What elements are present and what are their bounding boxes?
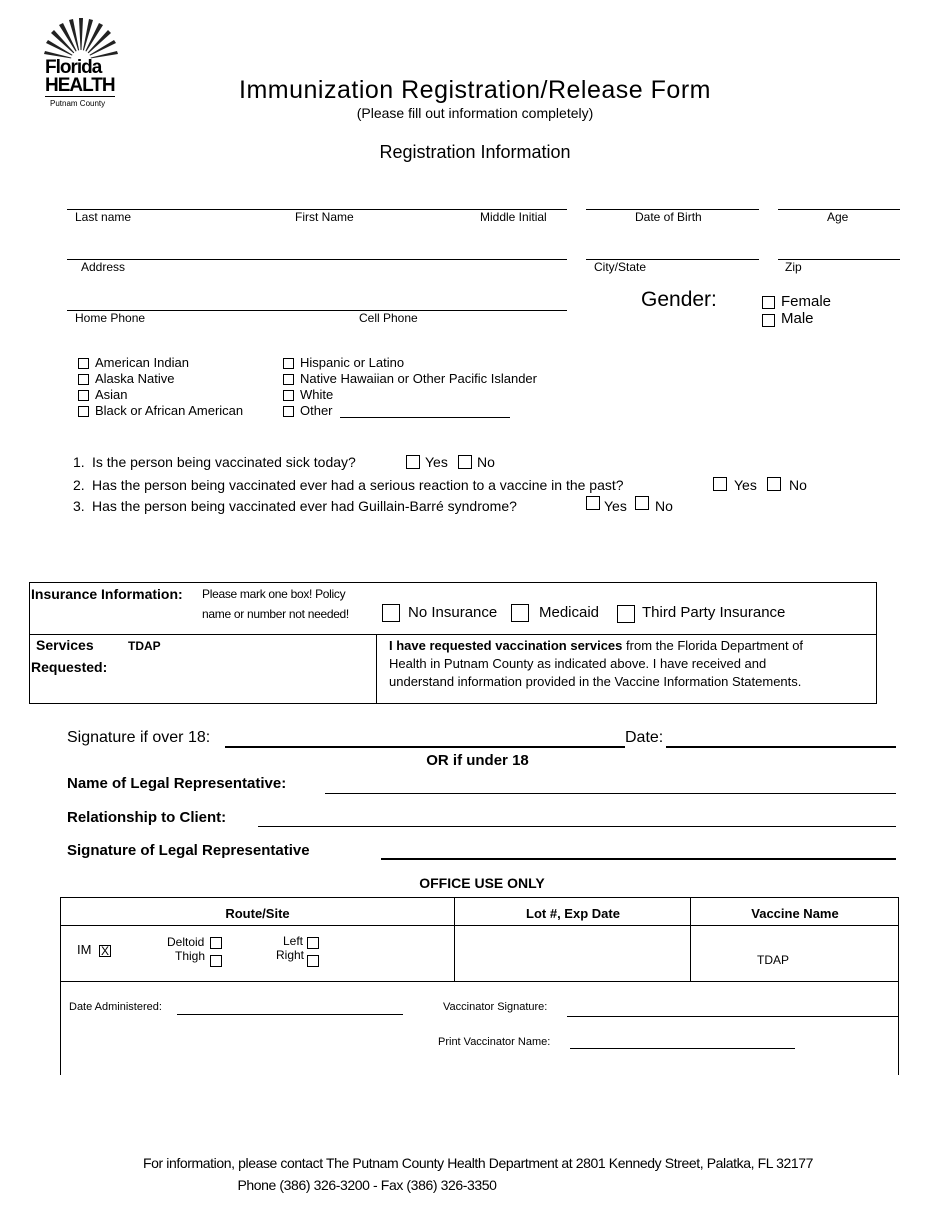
third-party-label: Third Party Insurance — [642, 604, 786, 621]
legal-rep-signature-line[interactable] — [381, 858, 896, 860]
race-checkbox-american-indian[interactable] — [78, 358, 89, 369]
male-checkbox[interactable] — [762, 314, 775, 327]
race-label: Black or African American — [95, 403, 244, 418]
right-checkbox[interactable] — [307, 955, 319, 967]
consent-bold: I have requested vaccination services — [389, 638, 623, 653]
legal-rep-name-label: Name of Legal Representative: — [67, 775, 287, 792]
address-label: Address — [81, 260, 126, 274]
col-header-vaccine-name: Vaccine Name — [751, 906, 839, 921]
race-label: Asian — [95, 387, 128, 402]
age-label: Age — [827, 210, 849, 224]
left-label: Left — [283, 934, 304, 948]
im-label: IM — [77, 942, 92, 957]
q1-no-label: No — [477, 454, 495, 470]
home-phone-label: Home Phone — [75, 311, 146, 325]
question-text: Has the person being vaccinated ever had a serious reaction to a vaccine in the past? — [92, 477, 624, 493]
third-party-checkbox[interactable] — [617, 605, 635, 623]
insurance-note-1: Please mark one box! Policy — [202, 587, 346, 601]
date-administered-line[interactable] — [177, 1014, 403, 1015]
race-checkbox-alaska-native[interactable] — [78, 374, 89, 385]
first-name-label: First Name — [295, 210, 354, 224]
race-label: Alaska Native — [95, 371, 175, 386]
cell-phone-label: Cell Phone — [359, 311, 418, 325]
consent-statement-line3: understand information provided in the Vaccine Information Statements. — [389, 674, 802, 689]
race-label: Native Hawaiian or Other Pacific Islander — [300, 371, 537, 386]
print-vaccinator-line[interactable] — [570, 1048, 795, 1049]
col-header-route-site: Route/Site — [225, 906, 290, 921]
q3-no-checkbox[interactable] — [635, 496, 649, 510]
services-label-1: Services — [36, 637, 94, 653]
no-insurance-checkbox[interactable] — [382, 604, 400, 622]
print-vaccinator-label: Print Vaccinator Name: — [438, 1036, 551, 1048]
thigh-label: Thigh — [175, 949, 206, 963]
footer-line-2: Phone (386) 326-3200 - Fax (386) 326-3350 — [237, 1177, 497, 1193]
question-text: Has the person being vaccinated ever had Guillain-Barré syndrome? — [92, 498, 517, 514]
race-checkbox-white[interactable] — [283, 390, 294, 401]
vaccinator-sig-line-right — [567, 1016, 899, 1017]
race-checkbox-black[interactable] — [78, 406, 89, 417]
medicaid-checkbox[interactable] — [511, 604, 529, 622]
vaccinator-signature-label: Vaccinator Signature: — [443, 1001, 548, 1013]
race-label: White — [300, 387, 334, 402]
office-row-divider — [60, 981, 899, 982]
female-label: Female — [781, 293, 832, 310]
race-label: Other — [300, 403, 333, 418]
consent-statement-line2: Health in Putnam County as indicated above. I have received and — [389, 656, 767, 671]
legal-rep-name-line[interactable] — [325, 793, 896, 794]
office-left-border — [60, 897, 61, 1075]
q3-no-label: No — [655, 498, 673, 514]
q2-yes-label: Yes — [734, 477, 757, 493]
address-line — [67, 259, 567, 260]
zip-label: Zip — [785, 260, 802, 274]
race-checkbox-other[interactable] — [283, 406, 294, 417]
medicaid-label: Medicaid — [539, 604, 600, 621]
question-number: 3. — [73, 498, 85, 514]
other-race-line[interactable] — [340, 417, 510, 418]
section-title: Registration Information — [379, 142, 571, 162]
office-header-divider — [60, 925, 899, 926]
male-label: Male — [781, 310, 814, 327]
services-label-2: Requested: — [31, 659, 108, 675]
right-label: Right — [276, 948, 305, 962]
race-checkbox-hispanic[interactable] — [283, 358, 294, 369]
deltoid-checkbox[interactable] — [210, 937, 222, 949]
q1-yes-checkbox[interactable] — [406, 455, 420, 469]
last-name-label: Last name — [75, 210, 132, 224]
relationship-label: Relationship to Client: — [67, 809, 227, 826]
services-divider — [376, 634, 377, 704]
signature-over-18-line[interactable] — [225, 746, 625, 748]
consent-statement-line1 — [389, 639, 803, 652]
logo-health: HEALTH — [45, 75, 115, 96]
relationship-line[interactable] — [258, 826, 896, 827]
question-number: 1. — [73, 454, 85, 470]
date-label: Date: — [625, 729, 664, 746]
insurance-divider — [29, 634, 877, 635]
question-text: Is the person being vaccinated sick today? — [92, 454, 356, 470]
or-under-18: OR if under 18 — [426, 752, 529, 769]
consent-rest: from the Florida Department of — [622, 638, 804, 653]
q3-yes-label: Yes — [604, 498, 627, 514]
thigh-checkbox[interactable] — [210, 955, 222, 967]
question-number: 2. — [73, 477, 85, 493]
footer-line-1: For information, please contact The Putnam County Health Department at 2801 Kennedy Street, Palatka, FL 32177 — [142, 1155, 814, 1171]
dob-label: Date of Birth — [635, 210, 702, 224]
signature-over-18-label: Signature if over 18: — [67, 729, 211, 746]
q1-yes-label: Yes — [425, 454, 448, 470]
q2-yes-checkbox[interactable] — [713, 477, 727, 491]
im-checkmark: X — [101, 944, 110, 958]
middle-initial-label: Middle Initial — [480, 210, 547, 224]
services-value: TDAP — [128, 639, 161, 653]
logo-florida: Florida — [45, 57, 102, 78]
form-subtitle: (Please fill out information completely) — [356, 105, 594, 121]
date-administered-label: Date Administered: — [69, 1001, 162, 1013]
race-label: American Indian — [95, 355, 189, 370]
sunburst-icon — [44, 16, 118, 60]
q2-no-checkbox[interactable] — [767, 477, 781, 491]
q1-no-checkbox[interactable] — [458, 455, 472, 469]
city-state-label: City/State — [594, 260, 647, 274]
q2-no-label: No — [789, 477, 807, 493]
vaccine-name-value: TDAP — [757, 953, 790, 967]
date-line[interactable] — [666, 746, 896, 748]
race-checkbox-pacific-islander[interactable] — [283, 374, 294, 385]
form-title: Immunization Registration/Release Form — [239, 76, 711, 104]
race-label: Hispanic or Latino — [300, 355, 405, 370]
race-checkbox-asian[interactable] — [78, 390, 89, 401]
office-top-border — [60, 897, 899, 898]
deltoid-label: Deltoid — [167, 935, 205, 949]
gender-label: Gender: — [641, 288, 717, 311]
q3-yes-checkbox[interactable] — [586, 496, 600, 510]
logo-county: Putnam County — [50, 99, 106, 108]
im-checkbox[interactable] — [99, 945, 111, 957]
insurance-label: Insurance Information: — [31, 586, 183, 602]
col-header-lot: Lot #, Exp Date — [526, 906, 620, 921]
female-checkbox[interactable] — [762, 296, 775, 309]
no-insurance-label: No Insurance — [408, 604, 498, 621]
left-checkbox[interactable] — [307, 937, 319, 949]
office-right-border — [898, 897, 899, 1075]
insurance-note-2: name or number not needed! — [202, 607, 349, 621]
legal-rep-signature-label: Signature of Legal Representative — [67, 842, 310, 859]
office-use-title: OFFICE USE ONLY — [419, 875, 545, 891]
